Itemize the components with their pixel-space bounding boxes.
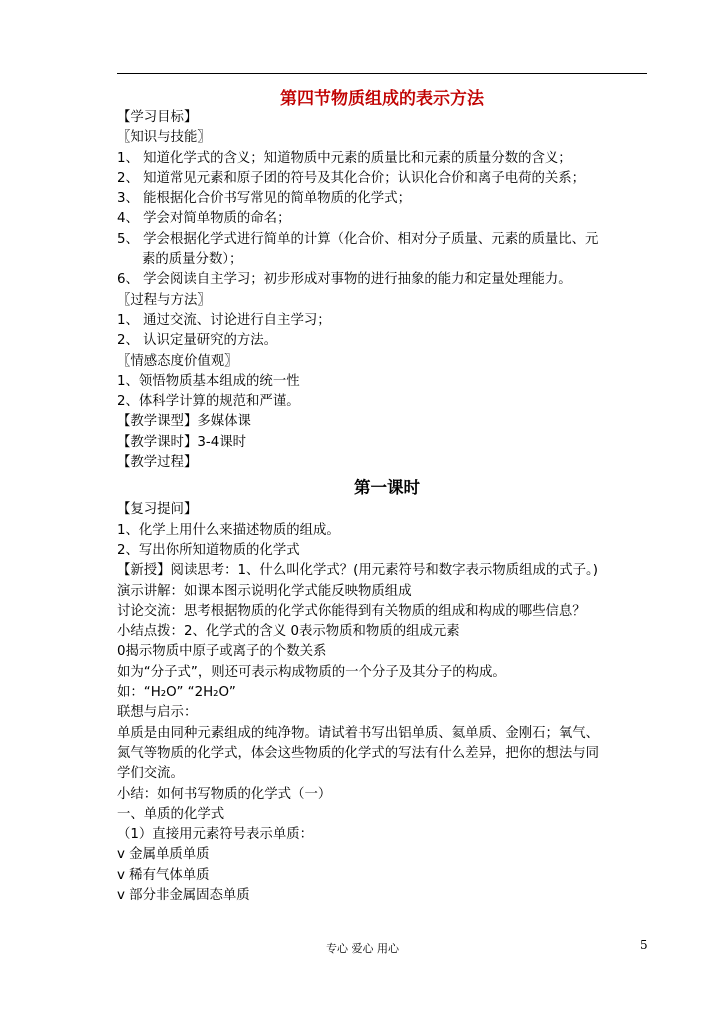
page-number: 5 xyxy=(640,938,648,952)
summary-meaning-2: 0揭示物质中原子或离子的个数关系 xyxy=(117,644,327,660)
summary-meaning: 小结点拨：2、化学式的含义 0表示物质和物质的组成元素 xyxy=(117,624,460,640)
bullet-noble-gas: v 稀有气体单质 xyxy=(117,867,210,883)
subheading-process-methods: 〖过程与方法〗 xyxy=(117,292,211,308)
formula-examples: 如：“H₂O” “2H₂O” xyxy=(117,685,236,701)
heading-elemental-formula: 一、单质的化学式 xyxy=(117,806,225,822)
section-title: 第一课时 xyxy=(354,478,420,498)
molecular-formula-note: 如为“分子式”，则还可表示构成物质的一个分子及其分子的构成。 xyxy=(117,664,506,680)
bullet-metal: v 金属单质单质 xyxy=(117,847,210,863)
paragraph-line-3: 学们交流。 xyxy=(117,766,184,782)
goal-item-4: 4、 学会对简单物质的命名； xyxy=(117,211,291,227)
association-heading: 联想与启示： xyxy=(117,705,198,721)
header-rule xyxy=(117,73,647,74)
demo-explain: 演示讲解：如课本图示说明化学式能反映物质组成 xyxy=(117,583,412,599)
goal-item-1: 1、 知道化学式的含义；知道物质中元素的质量比和元素的质量分数的含义； xyxy=(117,150,572,166)
footer-text: 专心 爱心 用心 xyxy=(326,942,399,955)
values-item-2: 2、体科学计算的规范和严谨。 xyxy=(117,394,300,410)
page-title: 第四节物质组成的表示方法 xyxy=(280,89,484,109)
goal-item-3: 3、 能根据化合价书写常见的简单物质的化学式； xyxy=(117,191,411,207)
goal-item-2: 2、 知道常见元素和原子团的符号及其化合价；认识化合价和离子电荷的关系； xyxy=(117,170,586,186)
new-lesson-reading: 【新授】阅读思考：1、什么叫化学式？(用元素符号和数字表示物质组成的式子。) xyxy=(117,563,598,579)
subheading-knowledge-skills: 〖知识与技能〗 xyxy=(117,130,211,146)
lesson-hours: 【教学课时】3-4课时 xyxy=(117,434,246,450)
heading-review: 【复习提问】 xyxy=(117,502,198,518)
bullet-nonmetal-solid: v 部分非金属固态单质 xyxy=(117,887,250,903)
process-item-2: 2、 认识定量研究的方法。 xyxy=(117,333,278,349)
review-item-2: 2、写出你所知道物质的化学式 xyxy=(117,542,300,558)
heading-teaching-process: 【教学过程】 xyxy=(117,455,198,471)
lesson-type: 【教学课型】多媒体课 xyxy=(117,414,251,430)
review-item-1: 1、化学上用什么来描述物质的组成。 xyxy=(117,522,340,538)
process-item-1: 1、 通过交流、讨论进行自主学习； xyxy=(117,312,331,328)
goal-item-5: 5、 学会根据化学式进行简单的计算（化合价、相对分子质量、元素的质量比、元 xyxy=(117,231,599,247)
rule-1: （1）直接用元素符号表示单质： xyxy=(117,827,313,843)
paragraph-line-1: 单质是由同种元素组成的纯净物。请试着书写出铝单质、氦单质、金刚石；氧气、 xyxy=(117,725,600,741)
values-item-1: 1、领悟物质基本组成的统一性 xyxy=(117,373,300,389)
heading-learning-goals: 【学习目标】 xyxy=(117,110,198,125)
goal-item-6: 6、 学会阅读自主学习；初步形成对事物的进行抽象的能力和定量处理能力。 xyxy=(117,272,572,288)
discussion: 讨论交流：思考根据物质的化学式你能得到有关物质的组成和构成的哪些信息？ xyxy=(117,603,586,619)
subheading-values: 〖情感态度价值观〗 xyxy=(117,353,238,369)
document-body xyxy=(117,108,657,906)
goal-item-5-cont: 素的质量分数）； xyxy=(142,252,243,268)
paragraph-line-2: 氮气等物质的化学式，体会这些物质的化学式的写法有什么差异，把你的想法与同 xyxy=(117,745,600,761)
summary-how-to-write: 小结：如何书写物质的化学式（一） xyxy=(117,786,332,802)
